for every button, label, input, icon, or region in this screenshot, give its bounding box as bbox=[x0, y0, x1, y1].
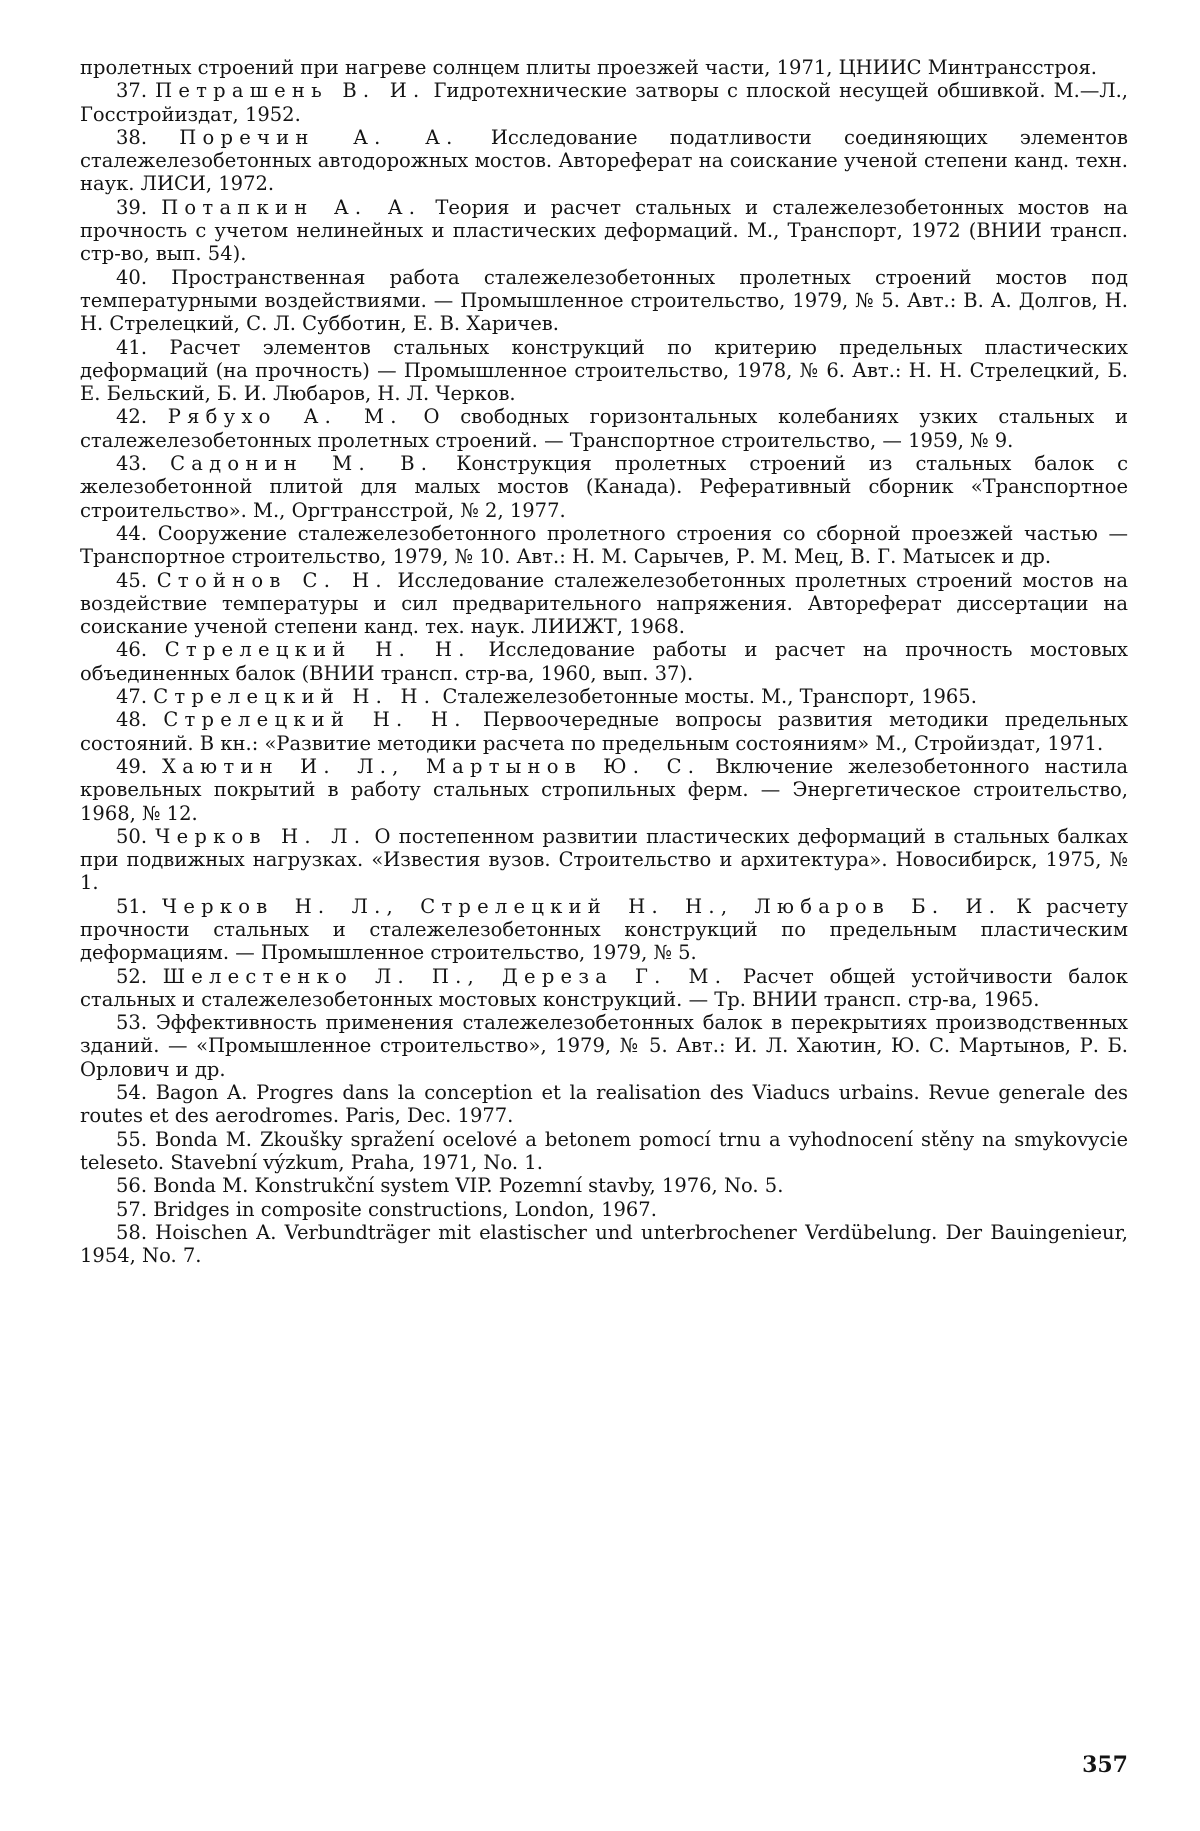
bib-entry-41: 41. Расчет элементов стальных конструкций по критерию предельных пластических деформаций (на прочность) — Промышленное строительство, 1978, № 6. Авт.: Н. Н. Стрелецкий, Б. Е. Бельский, Б. И. Любаров, Н. Л. Черков. bbox=[80, 335, 1128, 406]
bib-entry-45: 45. Стойнов С. Н. Исследование сталежелезобетонных пролетных строений мостов на воздействие температуры и сил предварительного напряжения. Автореферат диссертации на соискание ученой степени канд. тех. наук. ЛИИЖТ, 1968. bbox=[80, 568, 1129, 639]
bib-entry-42: 42. Рябухо А. М. О свободных горизонтальных колебаниях узких стальных и сталежелезобетонных пролетных строений. — Транспортное строительство, — 1959, № 9. bbox=[80, 405, 1129, 452]
bibliography bbox=[80, 56, 1128, 1267]
author: Черков Н. Л., Стрелецкий Н. Н., Любаров Б. И. bbox=[162, 894, 1002, 918]
bib-entry-40: 40. Пространственная работа сталежелезобетонных пролетных строений мостов под температурными воздействиями. — Промышленное строительство, 1979, № 5. Авт.: В. А. Долгов, Н. Н. Стрелецкий, С. Л. Субботин, Е. В. Харичев. bbox=[80, 265, 1128, 336]
bib-entry-39: 39. Потапкин А. А. Теория и расчет стальных и сталежелезобетонных мостов на прочность с учетом нелинейных и пластических деформаций. М., Транспорт, 1972 (ВНИИ трансп. стр-во, вып. 54). bbox=[80, 195, 1128, 266]
author: Стрелецкий Н. Н. bbox=[163, 708, 467, 732]
bib-entry-46: 46. Стрелецкий Н. Н. Исследование работы и расчет на прочность мостовых объединенных балок (ВНИИ трансп. стр-ва, 1960, вып. 37). bbox=[80, 638, 1129, 685]
bib-entry-43: 43. Садонин М. В. Конструкция пролетных строений из стальных балок с железобетонной плитой для малых мостов (Канада). Реферативный сборник «Транспортное строительство». М., Оргтрансстрой, № 2, 1977. bbox=[80, 452, 1129, 522]
bib-entry-38: 38. Поречин А. А. Исследование податливости соединяющих элементов сталежелезобетонных автодорожных мостов. Автореферат на соискание ученой степени канд. техн. наук. ЛИСИ, 1972. bbox=[80, 125, 1128, 196]
bib-entry-51: 51. Черков Н. Л., Стрелецкий Н. Н., Любаров Б. И. К расчету прочности стальных и сталежелезобетонных конструкций по предельным пластическим деформациям. — Промышленное строительство, 1979, № 5. bbox=[80, 894, 1128, 965]
bib-entry-53: 53. Эффективность применения сталежелезобетонных балок в перекрытиях производственных зданий. — «Промышленное строительство», 1979, № 5. Авт.: И. Л. Хаютин, Ю. С. Мартынов, Р. Б. Орлович и др. bbox=[80, 1011, 1128, 1081]
bib-entry-48: 48. Стрелецкий Н. Н. Первоочередные вопросы развития методики предельных состояний. В кн.: «Развитие методики расчета по предельным состояниям» М., Стройиздат, 1971. bbox=[80, 708, 1129, 755]
page-number: 357 bbox=[1082, 1752, 1128, 1778]
author: Стрелецкий Н. Н. bbox=[153, 685, 437, 709]
bib-entry-47: 47. Стрелецкий Н. Н. Сталежелезобетонные мосты. М., Транспорт, 1965. bbox=[116, 685, 977, 709]
author: Хаютин И. Л., Мартынов Ю. С. bbox=[162, 754, 701, 778]
bib-entry-37: 37. Петрашень В. И. Гидротехнические затворы с плоской несущей обшивкой. М.—Л., Госстройиздат, 1952. bbox=[80, 79, 1128, 126]
bib-entry-36-continuation: пролетных строений при нагреве солнцем плиты проезжей части, 1971, ЦНИИС Минтрансстроя. bbox=[80, 56, 1097, 79]
bib-entry-58: 58. Hoischen A. Verbundträger mit elastischer und unterbrochener Verdübelung. Der Bauingenieur, 1954, No. 7. bbox=[80, 1220, 1128, 1268]
bib-entry-52: 52. Шелестенко Л. П., Дереза Г. М. Расчет общей устойчивости балок стальных и сталежелезобетонных мостовых конструкций. — Тр. ВНИИ трансп. стр-ва, 1965. bbox=[80, 964, 1128, 1011]
author: Поречин А. А. bbox=[179, 125, 459, 149]
bib-entry-50: 50. Черков Н. Л. О постепенном развитии пластических деформаций в стальных балках при подвижных нагрузках. «Известия вузов. Строительство и архитектура». Новосибирск, 1975, № 1. bbox=[80, 824, 1129, 895]
bib-entry-54: 54. Bagon A. Progres dans la conception et la realisation des Viaducs urbains. Revue generale des routes et des aerodromes. Paris, Dec. 1977. bbox=[80, 1081, 1128, 1128]
bib-entry-44: 44. Сооружение сталежелезобетонного пролетного строения со сборной проезжей частью — Транспортное строительство, 1979, № 10. Авт.: Н. М. Сарычев, Р. М. Мец, В. Г. Матысек и др. bbox=[80, 521, 1128, 569]
bib-entry-55: 55. Bonda M. Zkoušky spražení ocelové a betonem pomocí trnu a vyhodnocení stěny na smykovycie teleseto. Stavební výzkum, Praha, 1971, No. 1. bbox=[80, 1127, 1128, 1174]
author: Стойнов С. Н. bbox=[156, 568, 388, 592]
author: Садонин М. В. bbox=[170, 452, 434, 476]
bib-entry-49: 49. Хаютин И. Л., Мартынов Ю. С. Включение железобетонного настила кровельных покрытий в работу стальных стропильных ферм. — Энергетическое строительство, 1968, № 12. bbox=[80, 754, 1128, 825]
author: Шелестенко Л. П., Дереза Г. М. bbox=[162, 964, 728, 988]
author: Потапкин А. А. bbox=[161, 195, 422, 219]
author: Петрашень В. И. bbox=[155, 79, 426, 103]
author: Стрелецкий Н. Н. bbox=[164, 638, 471, 662]
author: Рябухо А. М. bbox=[167, 405, 403, 429]
bib-entry-56: 56. Bonda M. Konstrukční system VIP. Pozemní stavby, 1976, No. 5. bbox=[116, 1174, 784, 1198]
author: Черков Н. Л. bbox=[155, 824, 367, 848]
bib-entry-57: 57. Bridges in composite constructions, London, 1967. bbox=[116, 1197, 657, 1221]
